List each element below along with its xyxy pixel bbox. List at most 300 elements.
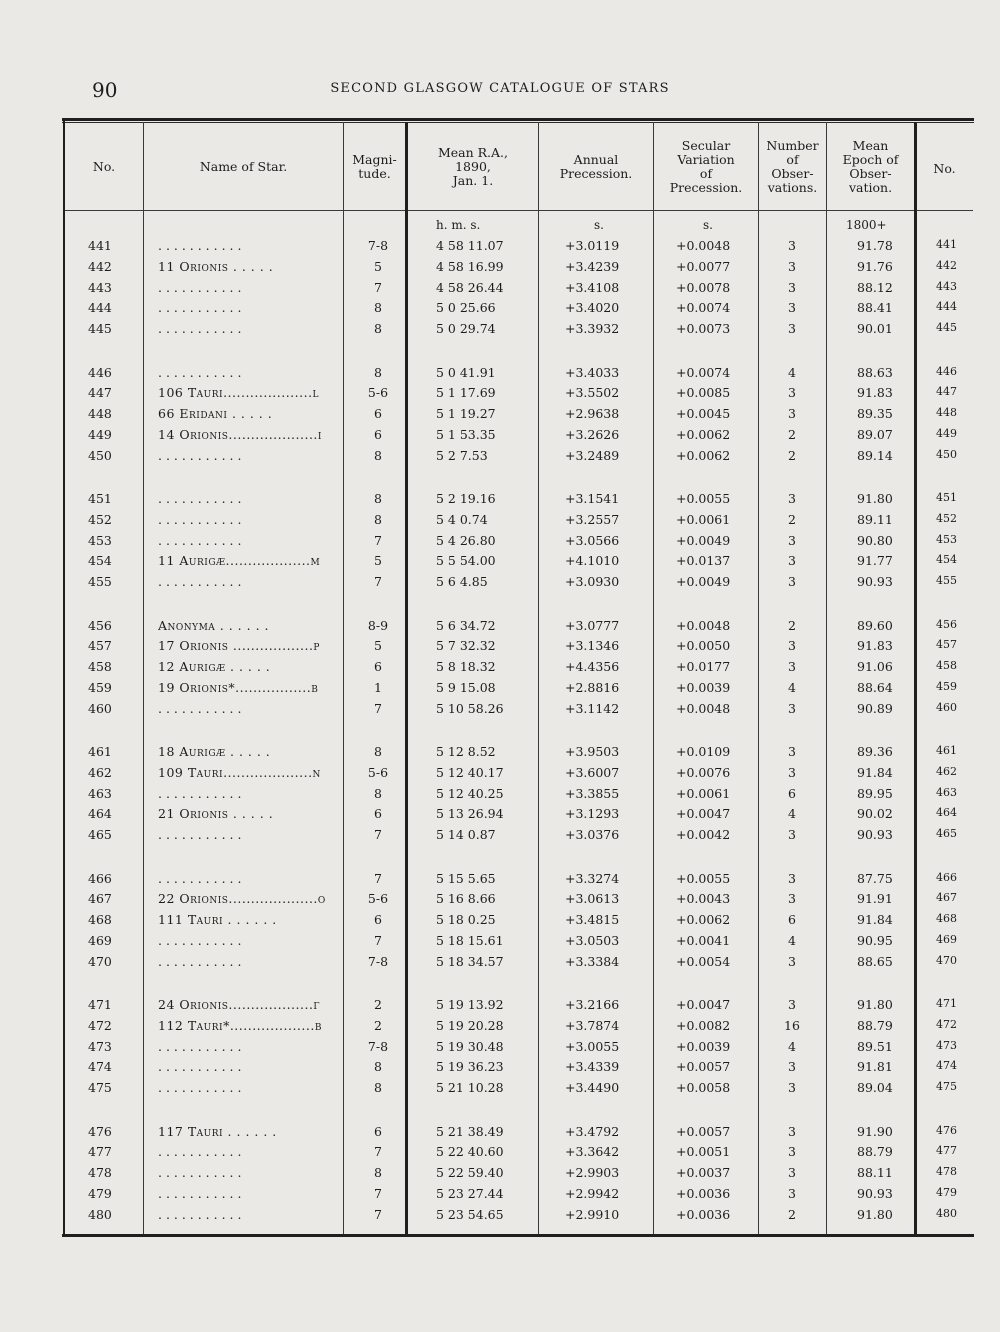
row-number-right: 472 — [936, 1017, 957, 1031]
cell-obs: 3 — [788, 953, 796, 969]
column-header-line: 1890, — [455, 159, 491, 174]
row-number-right: 474 — [936, 1059, 957, 1073]
cell-no: 468 — [88, 912, 112, 928]
cell-ra: 5 22 40.60 — [436, 1144, 504, 1160]
cell-obs: 3 — [788, 1123, 796, 1139]
cell-ep: 88.79 — [857, 1144, 893, 1160]
cell-name: 21 Orionis . . . . . — [158, 806, 274, 822]
cell-mag: 7 — [374, 932, 382, 948]
cell-obs: 2 — [788, 447, 796, 463]
cell-mag: 6 — [374, 912, 382, 928]
cell-sv: +0.0082 — [676, 1017, 731, 1033]
cell-name: . . . . . . . . . . . — [158, 321, 242, 337]
column-header-line: Variation — [677, 152, 735, 167]
cell-name: 12 Aurigæ . . . . . — [158, 659, 271, 675]
cell-mag: 6 — [374, 1123, 382, 1139]
cell-sv: +0.0049 — [676, 532, 731, 548]
column-header-no — [65, 160, 143, 174]
cell-mag: 8-9 — [367, 617, 389, 633]
cell-name: . . . . . . . . . . . — [158, 785, 242, 801]
cell-no: 473 — [88, 1038, 112, 1054]
cell-no: 475 — [88, 1080, 112, 1096]
cell-ep: 91.90 — [857, 1123, 893, 1139]
cell-ap: +3.3642 — [565, 1144, 620, 1160]
cell-ra: 4 58 26.44 — [436, 279, 504, 295]
column-header-no2 — [917, 162, 972, 176]
cell-obs: 3 — [788, 870, 796, 886]
cell-sv: +0.0047 — [676, 997, 731, 1012]
cell-name: . . . . . . . . . . . — [158, 300, 242, 316]
cell-no: 444 — [88, 300, 112, 316]
cell-sv: +0.0047 — [676, 806, 731, 822]
cell-mag: 2 — [374, 997, 382, 1012]
cell-obs: 3 — [788, 258, 796, 274]
unit-label-secular: s. — [703, 218, 713, 232]
cell-sv: +0.0051 — [676, 1144, 731, 1160]
column-header-line: Obser- — [849, 166, 892, 181]
unit-label-ra: h. m. s. — [436, 218, 481, 232]
column-divider — [405, 122, 408, 1234]
column-header-line: Secular — [681, 138, 731, 153]
row-number-right: 475 — [936, 1080, 957, 1094]
column-divider — [653, 122, 654, 1234]
cell-obs: 3 — [788, 700, 796, 716]
row-number-right: 457 — [936, 638, 957, 652]
cell-obs: 3 — [788, 891, 796, 907]
cell-name: . . . . . . . . . . . — [158, 1038, 242, 1054]
cell-ep: 90.95 — [857, 932, 893, 948]
cell-name: 17 Orionis ..................ρ — [158, 638, 320, 654]
cell-ap: +3.0566 — [565, 532, 620, 548]
cell-sv: +0.0037 — [676, 1165, 731, 1181]
cell-ap: +3.3384 — [565, 953, 620, 969]
row-number-right: 451 — [936, 491, 957, 504]
cell-no: 457 — [88, 638, 112, 654]
row-number-right: 459 — [936, 679, 957, 693]
row-number-right: 480 — [936, 1206, 957, 1220]
table-rule-left — [63, 118, 65, 1237]
cell-no: 464 — [88, 806, 112, 822]
cell-ra: 5 19 36.23 — [436, 1059, 504, 1075]
column-header-line: Precession. — [669, 180, 743, 195]
cell-mag: 8 — [374, 364, 382, 380]
cell-ap: +3.1541 — [565, 491, 620, 506]
column-header-line: of — [699, 166, 713, 181]
cell-ra: 5 9 15.08 — [436, 679, 496, 695]
cell-sv: +0.0048 — [676, 617, 731, 633]
cell-obs: 3 — [788, 744, 796, 759]
cell-name: 109 Tauri....................n — [158, 764, 321, 780]
cell-obs: 2 — [788, 426, 796, 442]
cell-name: . . . . . . . . . . . — [158, 1206, 242, 1222]
row-number-right: 447 — [936, 385, 957, 399]
cell-ra: 5 21 10.28 — [436, 1080, 504, 1096]
cell-obs: 4 — [788, 679, 796, 695]
cell-mag: 8 — [374, 744, 382, 759]
cell-ap: +3.0376 — [565, 827, 620, 843]
cell-name: . . . . . . . . . . . — [158, 511, 242, 527]
cell-sv: +0.0050 — [676, 638, 731, 654]
cell-sv: +0.0078 — [676, 279, 731, 295]
running-title: SECOND GLASGOW CATALOGUE OF STARS — [330, 81, 670, 96]
cell-ep: 91.06 — [857, 659, 893, 675]
cell-obs: 3 — [788, 638, 796, 654]
cell-sv: +0.0073 — [676, 321, 731, 337]
cell-sv: +0.0055 — [676, 870, 731, 886]
cell-name: 19 Orionis*.................β — [158, 679, 319, 695]
cell-name: . . . . . . . . . . . — [158, 491, 242, 506]
cell-mag: 8 — [374, 491, 382, 506]
cell-sv: +0.0074 — [676, 300, 731, 316]
column-header-obs — [759, 139, 826, 195]
cell-ra: 5 15 5.65 — [436, 870, 496, 886]
cell-name: . . . . . . . . . . . — [158, 238, 242, 253]
cell-mag: 7 — [374, 532, 382, 548]
cell-name: 11 Aurigæ...................μ — [158, 553, 321, 569]
row-number-right: 466 — [936, 870, 957, 884]
cell-mag: 7 — [374, 700, 382, 716]
cell-sv: +0.0055 — [676, 491, 731, 506]
cell-no: 441 — [88, 238, 112, 253]
cell-ra: 5 8 18.32 — [436, 659, 496, 675]
column-header-secular — [654, 139, 758, 195]
cell-ap: +3.4792 — [565, 1123, 620, 1139]
cell-sv: +0.0061 — [676, 511, 731, 527]
cell-no: 470 — [88, 953, 112, 969]
cell-ap: +4.4356 — [565, 659, 620, 675]
cell-ap: +3.0119 — [565, 238, 620, 253]
cell-ra: 5 18 0.25 — [436, 912, 496, 928]
column-divider — [758, 122, 759, 1234]
row-number-right: 476 — [936, 1123, 957, 1137]
cell-ep: 89.14 — [857, 447, 893, 463]
cell-no: 466 — [88, 870, 112, 886]
cell-ep: 91.76 — [857, 258, 893, 274]
table-rule-top — [62, 118, 974, 121]
cell-ra: 5 12 40.25 — [436, 785, 504, 801]
cell-name: . . . . . . . . . . . — [158, 574, 242, 590]
cell-no: 451 — [88, 491, 112, 506]
cell-mag: 8 — [374, 1080, 382, 1096]
cell-ap: +3.2489 — [565, 447, 620, 463]
cell-mag: 7 — [374, 870, 382, 886]
cell-mag: 5-6 — [367, 891, 389, 907]
cell-ra: 5 1 19.27 — [436, 406, 496, 422]
cell-ap: +2.8816 — [565, 679, 620, 695]
column-divider — [914, 122, 917, 1234]
cell-obs: 3 — [788, 300, 796, 316]
cell-obs: 3 — [788, 279, 796, 295]
cell-ep: 88.41 — [857, 300, 893, 316]
cell-ep: 91.80 — [857, 997, 893, 1012]
row-number-right: 460 — [936, 700, 957, 714]
cell-ep: 88.79 — [857, 1017, 893, 1033]
cell-name: Anonyma . . . . . . — [158, 617, 269, 633]
cell-no: 445 — [88, 321, 112, 337]
cell-no: 474 — [88, 1059, 112, 1075]
cell-obs: 3 — [788, 553, 796, 569]
cell-name: 112 Tauri*...................β — [158, 1017, 322, 1033]
cell-ep: 91.83 — [857, 385, 893, 401]
cell-mag: 8 — [374, 321, 382, 337]
row-number-right: 446 — [936, 364, 957, 378]
row-number-right: 448 — [936, 406, 957, 420]
cell-mag: 7-8 — [367, 953, 389, 969]
row-number-right: 462 — [936, 764, 957, 778]
cell-sv: +0.0054 — [676, 953, 731, 969]
cell-ep: 91.78 — [857, 238, 893, 253]
cell-ep: 91.81 — [857, 1059, 893, 1075]
table-rule-bottom — [62, 1234, 974, 1237]
column-header-line: vations. — [767, 180, 818, 195]
cell-ep: 90.89 — [857, 700, 893, 716]
cell-ra: 5 10 58.26 — [436, 700, 504, 716]
cell-sv: +0.0177 — [676, 659, 731, 675]
cell-ep: 89.11 — [857, 511, 893, 527]
cell-ep: 91.80 — [857, 491, 893, 506]
row-number-right: 473 — [936, 1038, 957, 1052]
cell-sv: +0.0057 — [676, 1059, 731, 1075]
column-header-annual — [539, 153, 653, 181]
cell-no: 442 — [88, 258, 112, 274]
column-header-line: Precession. — [559, 166, 633, 181]
cell-ep: 91.91 — [857, 891, 893, 907]
column-header-name — [144, 160, 343, 174]
column-header-line: Number — [766, 138, 819, 153]
cell-ep: 90.02 — [857, 806, 893, 822]
cell-ap: +3.0055 — [565, 1038, 620, 1054]
row-number-right: 449 — [936, 426, 957, 440]
cell-mag: 7 — [374, 279, 382, 295]
cell-mag: 8 — [374, 300, 382, 316]
cell-obs: 3 — [788, 385, 796, 401]
row-number-right: 450 — [936, 447, 957, 461]
cell-ap: +2.9903 — [565, 1165, 620, 1181]
column-header-line: vation. — [848, 180, 893, 195]
cell-ep: 90.93 — [857, 574, 893, 590]
cell-sv: +0.0045 — [676, 406, 731, 422]
cell-mag: 8 — [374, 447, 382, 463]
cell-ra: 5 1 17.69 — [436, 385, 496, 401]
column-header-line: Epoch of — [842, 152, 899, 167]
unit-label-annual: s. — [594, 218, 604, 232]
row-number-right: 468 — [936, 912, 957, 926]
cell-name: . . . . . . . . . . . — [158, 700, 242, 716]
cell-mag: 1 — [374, 679, 382, 695]
row-number-right: 456 — [936, 617, 957, 631]
cell-ra: 5 6 34.72 — [436, 617, 496, 633]
cell-obs: 3 — [788, 1144, 796, 1160]
cell-ep: 88.12 — [857, 279, 893, 295]
cell-obs: 3 — [788, 997, 796, 1012]
cell-ap: +4.1010 — [565, 553, 620, 569]
cell-no: 448 — [88, 406, 112, 422]
cell-ra: 5 0 25.66 — [436, 300, 496, 316]
cell-no: 477 — [88, 1144, 112, 1160]
cell-ra: 5 16 8.66 — [436, 891, 496, 907]
cell-ep: 88.63 — [857, 364, 893, 380]
cell-obs: 6 — [788, 785, 796, 801]
cell-obs: 3 — [788, 1080, 796, 1096]
cell-no: 454 — [88, 553, 112, 569]
column-header-line: tude. — [358, 166, 391, 181]
cell-ra: 5 4 0.74 — [436, 511, 488, 527]
row-number-right: 478 — [936, 1165, 957, 1179]
cell-sv: +0.0048 — [676, 700, 731, 716]
cell-ap: +3.4815 — [565, 912, 620, 928]
cell-ep: 89.51 — [857, 1038, 893, 1054]
cell-ra: 5 0 29.74 — [436, 321, 496, 337]
cell-ap: +3.2166 — [565, 997, 620, 1012]
cell-ap: +3.6007 — [565, 764, 620, 780]
cell-ep: 88.11 — [857, 1165, 893, 1181]
cell-ep: 87.75 — [857, 870, 893, 886]
column-divider — [826, 122, 827, 1234]
cell-ep: 90.80 — [857, 532, 893, 548]
cell-ra: 5 18 34.57 — [436, 953, 504, 969]
cell-ra: 5 19 13.92 — [436, 997, 504, 1012]
cell-obs: 3 — [788, 321, 796, 337]
cell-ap: +3.2557 — [565, 511, 620, 527]
cell-mag: 8 — [374, 785, 382, 801]
column-header-line: Jan. 1. — [452, 173, 494, 188]
cell-sv: +0.0058 — [676, 1080, 731, 1096]
cell-ra: 5 19 30.48 — [436, 1038, 504, 1054]
cell-ep: 90.93 — [857, 827, 893, 843]
cell-name: . . . . . . . . . . . — [158, 1185, 242, 1201]
cell-ra: 5 4 26.80 — [436, 532, 496, 548]
row-number-right: 465 — [936, 827, 957, 841]
cell-name: . . . . . . . . . . . — [158, 364, 242, 380]
cell-sv: +0.0041 — [676, 932, 731, 948]
cell-name: 11 Orionis . . . . . — [158, 258, 274, 274]
cell-mag: 7-8 — [367, 1038, 389, 1054]
cell-obs: 6 — [788, 912, 796, 928]
column-header-epoch — [827, 139, 914, 195]
cell-ep: 90.01 — [857, 321, 893, 337]
cell-ra: 5 6 4.85 — [436, 574, 488, 590]
row-number-right: 441 — [936, 238, 957, 251]
cell-mag: 7-8 — [367, 238, 389, 253]
cell-ap: +3.9503 — [565, 744, 620, 759]
cell-ep: 89.36 — [857, 744, 893, 759]
cell-sv: +0.0061 — [676, 785, 731, 801]
cell-ep: 90.93 — [857, 1185, 893, 1201]
cell-ra: 5 21 38.49 — [436, 1123, 504, 1139]
column-divider — [143, 122, 144, 1234]
row-number-right: 445 — [936, 321, 957, 335]
cell-ep: 89.60 — [857, 617, 893, 633]
cell-ra: 5 12 40.17 — [436, 764, 504, 780]
cell-sv: +0.0057 — [676, 1123, 731, 1139]
column-header-line: Mean R.A., — [437, 145, 509, 160]
cell-no: 452 — [88, 511, 112, 527]
row-number-right: 443 — [936, 279, 957, 293]
cell-mag: 8 — [374, 1165, 382, 1181]
cell-ra: 5 2 7.53 — [436, 447, 488, 463]
row-number-right: 467 — [936, 891, 957, 905]
cell-name: 24 Orionis...................γ — [158, 997, 321, 1012]
cell-ra: 5 14 0.87 — [436, 827, 496, 843]
row-number-right: 453 — [936, 532, 957, 546]
cell-ra: 5 23 27.44 — [436, 1185, 504, 1201]
cell-no: 478 — [88, 1165, 112, 1181]
cell-no: 443 — [88, 279, 112, 295]
cell-no: 479 — [88, 1185, 112, 1201]
cell-sv: +0.0036 — [676, 1206, 731, 1222]
cell-name: 22 Orionis....................o — [158, 891, 326, 907]
column-header-mag — [344, 153, 405, 181]
cell-ep: 91.77 — [857, 553, 893, 569]
page-number: 90 — [92, 78, 118, 102]
cell-mag: 8 — [374, 1059, 382, 1075]
cell-name: . . . . . . . . . . . — [158, 1059, 242, 1075]
cell-obs: 4 — [788, 364, 796, 380]
cell-no: 471 — [88, 997, 112, 1012]
cell-ra: 5 23 54.65 — [436, 1206, 504, 1222]
cell-sv: +0.0077 — [676, 258, 731, 274]
cell-ep: 89.95 — [857, 785, 893, 801]
row-number-right: 444 — [936, 300, 957, 314]
cell-sv: +0.0109 — [676, 744, 731, 759]
column-header-line: Mean — [852, 138, 889, 153]
cell-ap: +3.3932 — [565, 321, 620, 337]
cell-mag: 6 — [374, 406, 382, 422]
column-header-line: Annual — [573, 152, 619, 167]
cell-obs: 3 — [788, 406, 796, 422]
cell-ap: +3.1346 — [565, 638, 620, 654]
cell-obs: 4 — [788, 932, 796, 948]
cell-ra: 5 13 26.94 — [436, 806, 504, 822]
cell-no: 476 — [88, 1123, 112, 1139]
cell-ep: 89.35 — [857, 406, 893, 422]
cell-ra: 5 2 19.16 — [436, 491, 496, 506]
cell-ap: +3.0613 — [565, 891, 620, 907]
column-divider — [538, 122, 539, 1234]
row-number-right: 442 — [936, 258, 957, 272]
cell-obs: 3 — [788, 1059, 796, 1075]
unit-label-epoch: 1800+ — [846, 218, 887, 232]
cell-mag: 5 — [374, 638, 382, 654]
cell-obs: 4 — [788, 1038, 796, 1054]
cell-sv: +0.0062 — [676, 447, 731, 463]
cell-sv: +0.0085 — [676, 385, 731, 401]
cell-sv: +0.0062 — [676, 912, 731, 928]
column-header-ra — [408, 146, 538, 188]
cell-sv: +0.0049 — [676, 574, 731, 590]
cell-name: . . . . . . . . . . . — [158, 532, 242, 548]
cell-ra: 5 5 54.00 — [436, 553, 496, 569]
cell-mag: 8 — [374, 511, 382, 527]
cell-ap: +3.4490 — [565, 1080, 620, 1096]
column-header-line: Magni- — [352, 152, 397, 167]
cell-mag: 7 — [374, 1144, 382, 1160]
cell-obs: 2 — [788, 511, 796, 527]
cell-ap: +3.4108 — [565, 279, 620, 295]
cell-mag: 5-6 — [367, 385, 389, 401]
cell-ap: +2.9910 — [565, 1206, 620, 1222]
cell-sv: +0.0036 — [676, 1185, 731, 1201]
cell-ap: +3.4239 — [565, 258, 620, 274]
cell-mag: 6 — [374, 426, 382, 442]
cell-no: 449 — [88, 426, 112, 442]
cell-no: 469 — [88, 932, 112, 948]
cell-ap: +2.9942 — [565, 1185, 620, 1201]
cell-ap: +3.0930 — [565, 574, 620, 590]
cell-name: 117 Tauri . . . . . . — [158, 1123, 277, 1139]
cell-obs: 4 — [788, 806, 796, 822]
column-header-line: Obser- — [771, 166, 814, 181]
